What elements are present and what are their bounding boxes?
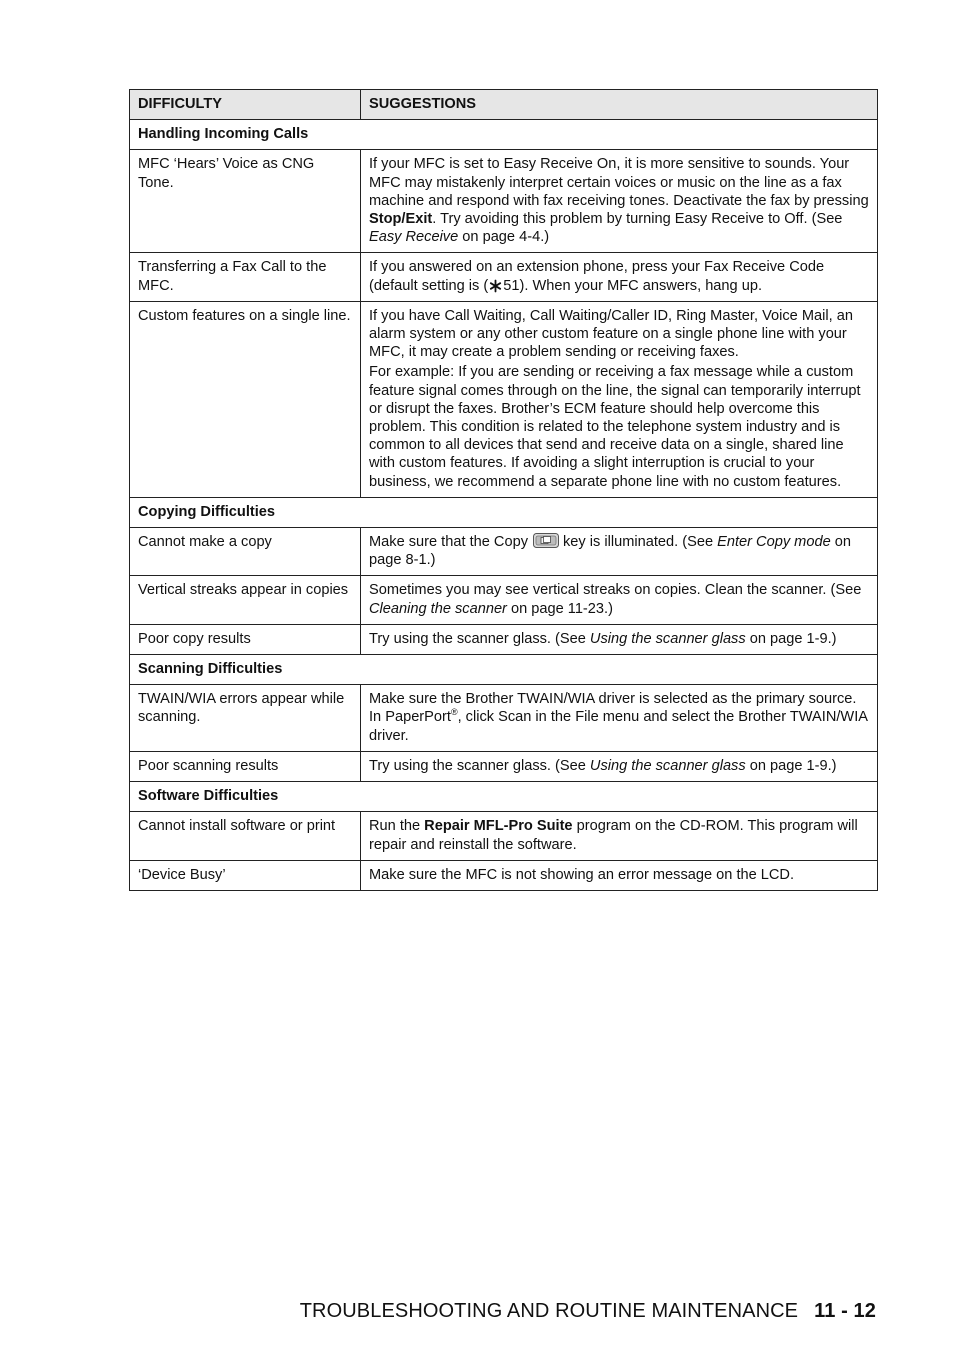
suggestion-paragraph: For example: If you are sending or receiving a fax message while a custom feature signal comes through on the line, the signal can temporarily interrupt or disrupt the faxes. Brother’s ECM feature should help overcome this problem. This condition is related to the telephone system industry and is common to all devices that send and receive data on a single, shared line with custom features. If avoiding a slight interruption is crucial to your business, we recommend a separate phone line with no custom features. [369,364,861,490]
suggestion-text: Make sure that the Copy [369,534,528,551]
reference-title: Enter Copy mode [717,534,831,551]
suggestion-cell [361,751,878,781]
suggestion-text: Run the [369,818,425,835]
page-number: 11 - 12 [814,1300,876,1322]
suggestion-text: Make sure the Brother TWAIN/WIA driver is selected as the primary source. In PaperPort [369,691,857,726]
suggestion-cell [361,150,878,253]
table-header-row [130,90,878,120]
suggestion-text: on page 11-23.) [506,600,613,617]
section-row [130,497,878,527]
table-row [130,812,878,860]
section-copying-difficulties: Copying Difficulties [130,497,878,527]
table-row [130,860,878,890]
table-row [130,301,878,497]
suggestion-cell [361,301,878,497]
header-suggestions: SUGGESTIONS [361,90,878,120]
suggestion-text: Sometimes you may see vertical streaks on copies. Clean the scanner. (See [369,582,862,599]
suggestion-cell [361,624,878,654]
page-footer [300,1300,876,1323]
difficulty-cell: MFC ‘Hears’ Voice as CNG Tone. [130,150,361,253]
table-row [130,576,878,624]
suggestion-cell [361,253,878,301]
suggestion-text: program on the CD-ROM. This program will repair and reinstall the software. [369,818,858,853]
table-row [130,528,878,576]
section-scanning-difficulties: Scanning Difficulties [130,655,878,685]
section-software-difficulties: Software Difficulties [130,782,878,812]
section-row [130,655,878,685]
table-row [130,150,878,253]
section-row [130,782,878,812]
suggestion-text: . Try avoiding this problem by turning Easy Receive to Off. (See [432,211,843,228]
suggestion-text: 51). When your MFC answers, hang up. [503,277,762,294]
table-row [130,685,878,752]
suggestion-cell [361,528,878,576]
suggestion-text: on page 4-4.) [458,229,550,246]
difficulty-cell: Vertical streaks appear in copies [130,576,361,624]
suggestion-cell [361,860,878,890]
suggestion-text: Try using the scanner glass. (See [369,630,590,647]
registered-mark: ® [450,707,458,718]
troubleshooting-table [129,89,878,891]
reference-title: Using the scanner glass [589,630,746,647]
suggestion-paragraph: If you have Call Waiting, Call Waiting/Caller ID, Ring Master, Voice Mail, an alarm system or any other custom feature on a single phone line with your MFC, it may create a problem sending or receiving faxes. [369,307,853,361]
suggestion-cell [361,685,878,752]
section-incoming-calls: Handling Incoming Calls [130,120,878,150]
difficulty-cell: Custom features on a single line. [130,301,361,497]
difficulty-cell: Transferring a Fax Call to the MFC. [130,253,361,301]
stop-exit-key-label: Stop/Exit [369,211,433,228]
copy-key-icon [533,533,559,548]
suggestion-cell [361,812,878,860]
table-row [130,751,878,781]
difficulty-cell: Cannot make a copy [130,528,361,576]
difficulty-cell: Cannot install software or print [130,812,361,860]
difficulty-cell: TWAIN/WIA errors appear while scanning. [130,685,361,752]
suggestion-text: Make sure the MFC is not showing an error message on the LCD. [369,866,795,883]
table-row [130,624,878,654]
suggestion-text: , click Scan in the File menu and select the Brother TWAIN/WIA driver. [369,709,868,744]
suggestion-text: If you answered on an extension phone, press your Fax Receive Code (default setting is ( [369,259,825,294]
suggestion-text: If your MFC is set to Easy Receive On, it is more sensitive to sounds. Your MFC may mistakenly interpret certain voices or music on the line as a fax machine and respond with fax receiving tones. Deactivate the fax by pressing [369,156,869,209]
star-key-icon [489,279,502,293]
suggestion-text: on page 1-9.) [745,757,837,774]
suggestion-text: on page 1-9.) [745,630,837,647]
suggestion-text: on page 8-1.) [369,534,851,569]
section-row [130,120,878,150]
difficulty-cell: ‘Device Busy’ [130,860,361,890]
reference-title: Using the scanner glass [589,757,746,774]
chapter-title: TROUBLESHOOTING AND ROUTINE MAINTENANCE [299,1300,799,1322]
header-difficulty: DIFFICULTY [130,90,361,120]
suggestion-text: Try using the scanner glass. (See [369,757,590,774]
suggestion-text: key is illuminated. (See [563,534,718,551]
difficulty-cell: Poor scanning results [130,751,361,781]
table-row [130,253,878,301]
program-name: Repair MFL-Pro Suite [424,818,573,835]
reference-title: Cleaning the scanner [369,600,507,617]
suggestion-cell [361,576,878,624]
reference-title: Easy Receive [369,229,459,246]
difficulty-cell: Poor copy results [130,624,361,654]
